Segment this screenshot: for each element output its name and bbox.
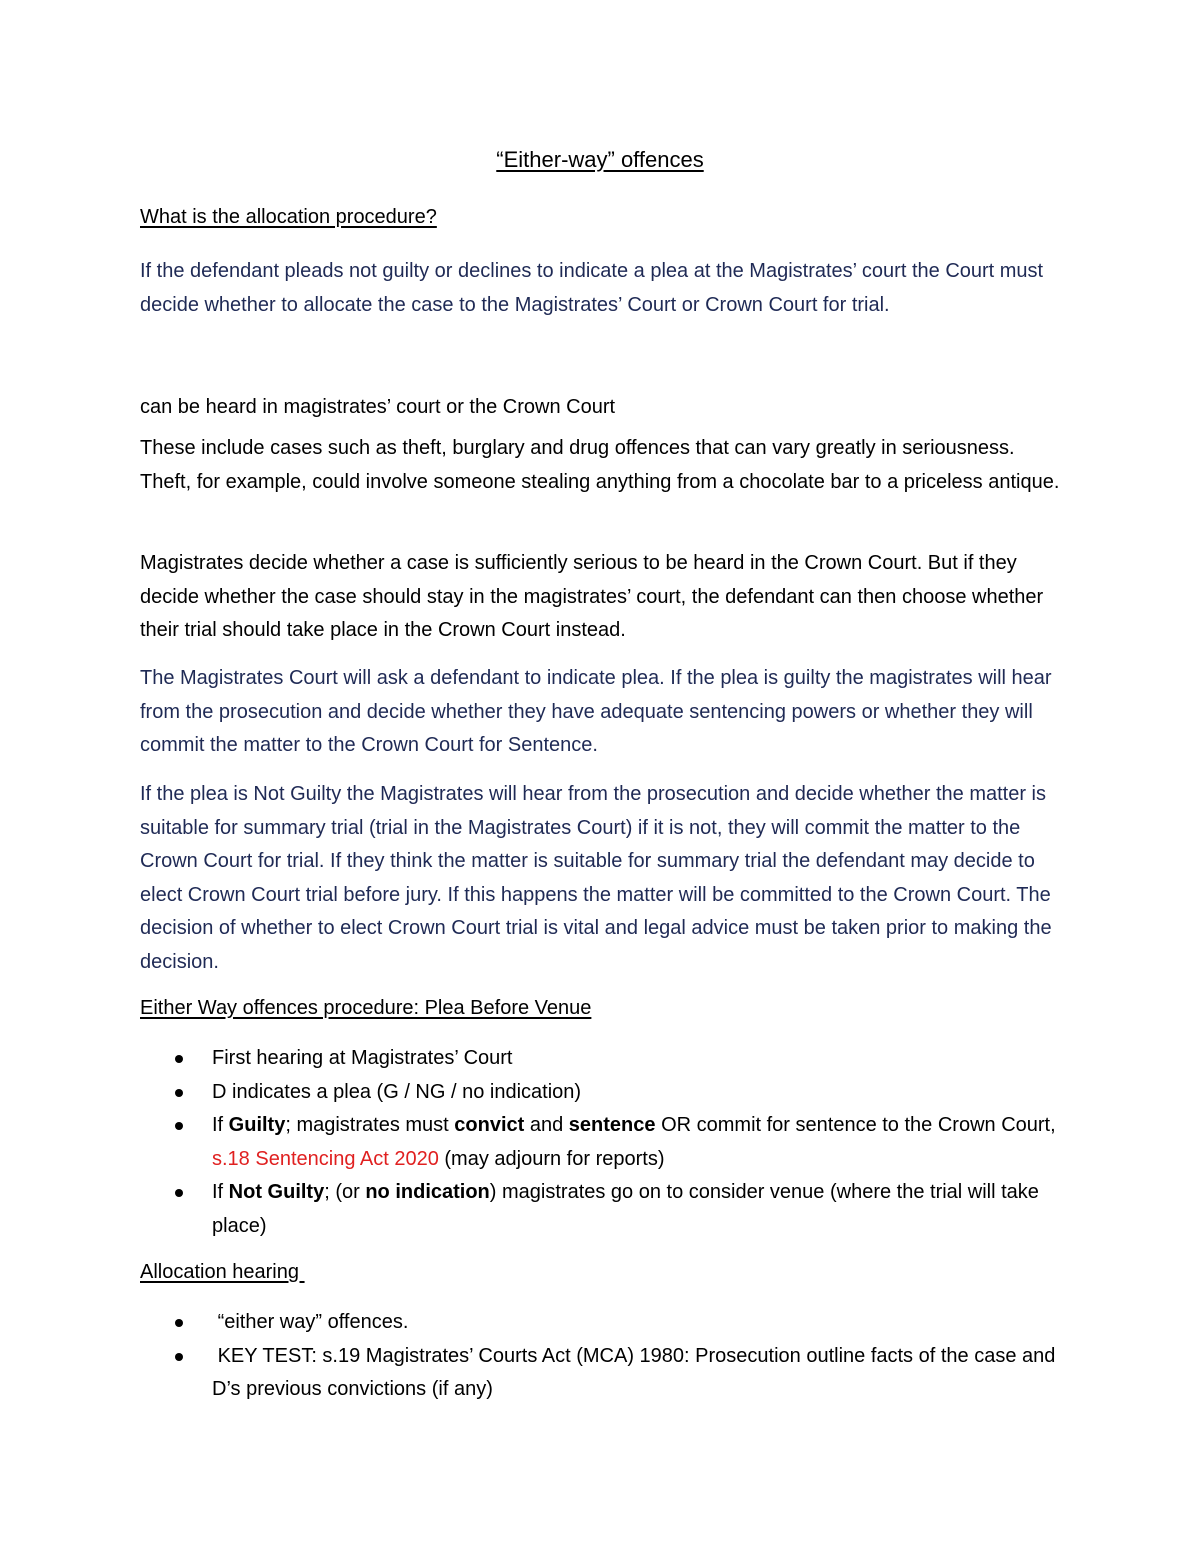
bullet-icon [175,1089,183,1097]
list-item-text: “either way” offences. [212,1311,409,1333]
paragraph-allocation: If the defendant pleads not guilty or declines to indicate a plea at the Magistrates’ court the Court must decide whether to allocate the case to the Magistrates’ Court or Crown Court for trial. [140,260,1044,316]
not-guilty-label: Not Guilty [228,1181,325,1203]
paragraph-include: These include cases such as theft, burglary and drug offences that can vary greatly in seriousness. Theft, for example, could involve someone stealing anything from a chocolate bar to a priceless antique. [140,437,1060,493]
no-indication-term: no indication [365,1181,490,1203]
list-item [140,1076,1060,1110]
list-item-text: KEY TEST: s.19 Magistrates’ Courts Act (MCA) 1980: Prosecution outline facts of the case and D’s previous convictions (if any) [212,1344,1061,1400]
list-item [140,1176,1060,1243]
convict-term: convict [454,1114,525,1136]
bullet-icon [175,1189,183,1197]
heading-allocation-hearing: Allocation hearing [140,1261,305,1283]
paragraph-not-guilty: If the plea is Not Guilty the Magistrates will hear from the prosecution and decide whether the matter is suitable for summary trial (trial in the Magistrates Court) if it is not, they will commit the matter to the Crown Court for trial. If they think the matter is suitable for summary trial the defendant may decide to elect Crown Court trial before jury. If this happens the matter will be committed to the Crown Court. The decision of whether to elect Crown Court trial is vital and legal advice must be taken prior to making the decision. [140,783,1052,973]
paragraph-magistrates-decide: Magistrates decide whether a case is sufficiently serious to be heard in the Crown Court. But if they decide whether the case should stay in the magistrates’ court, the defendant can then choose whether their trial should take place in the Crown Court instead. [140,552,1044,641]
allocation-hearing-list [140,1306,1060,1407]
list-item-text: If Not Guilty; (or no indication) magistrates go on to consider venue (where the trial will take place) [212,1181,1039,1237]
paragraph-plea: The Magistrates Court will ask a defendant to indicate plea. If the plea is guilty the magistrates will hear from the prosecution and decide whether they have adequate sentencing powers or whether they will commit the matter to the Crown Court for Sentence. [140,667,1052,756]
heading-plea-before-venue: Either Way offences procedure: Plea Before Venue [140,997,592,1019]
bullet-icon [175,1122,183,1130]
list-item-text: D indicates a plea (G / NG / no indication) [212,1080,582,1103]
guilty-label: Guilty [228,1114,286,1136]
bullet-icon [175,1055,183,1063]
bullet-icon [175,1353,183,1361]
sentence-term: sentence [568,1114,656,1136]
list-item [140,1306,1060,1340]
plea-before-venue-list [140,1042,1060,1243]
heading-allocation-procedure: What is the allocation procedure? [140,206,437,228]
statute-reference: s.18 Sentencing Act 2020 [212,1147,439,1170]
list-item-text: First hearing at Magistrates’ Court [212,1047,513,1069]
list-item [140,1340,1060,1407]
list-item-text: If Guilty; magistrates must convict and sentence OR commit for sentence to the Crown Court, s.18 Sentencing Act 2020 (may adjourn for reports) [212,1114,1056,1170]
list-item [140,1042,1060,1076]
paragraph-heard: can be heard in magistrates’ court or the Crown Court [140,396,616,418]
bullet-icon [175,1319,183,1327]
list-item [140,1109,1060,1176]
document-title: “Either-way” offences [496,147,704,172]
